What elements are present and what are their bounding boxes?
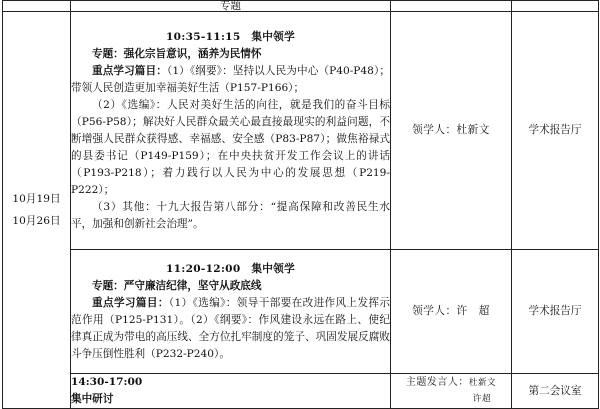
session-2-topic: 专题：严守廉洁纪律，坚守从政底线: [92, 279, 262, 292]
table-row-session-3: [3, 374, 599, 409]
session-1-content: [71, 12, 391, 250]
session-3-leader-name-2: 许超: [472, 394, 492, 404]
session-2-key-readings: [71, 295, 390, 363]
session-3-sub-heading: 集中研讨: [71, 393, 114, 405]
table-row-session-2: [3, 250, 599, 374]
table-row-top: [3, 1, 599, 12]
study-schedule-table: [2, 0, 599, 409]
session-1-item-2: （2）《选编》：人民对美好生活的向往，就是我们的奋斗目标（P56-P58）；解决好人民群众最关心最直接最现实的利益问题，不断增强人民群众获得感、幸福感、安全感（P83-P87）；做焦裕禄式的县委书记（P149-P159）；在中央扶贫开发工作会议上的讲话（P193-P218）；着力践行以人民为中心的发展思想（P219-P222）；: [71, 98, 390, 196]
session-3-time-heading: 14:30-17:00: [71, 376, 143, 388]
session-3-leader-label: 主题发言人：: [405, 377, 469, 388]
table-row-session-1: [3, 12, 599, 250]
session-3-leader-name-1: 杜新文: [468, 378, 497, 388]
top-cell-room: [512, 1, 599, 12]
date-cell: [3, 12, 71, 409]
session-1-key-label: 重点学习篇目：: [92, 64, 167, 77]
session-3-leader: [391, 374, 512, 409]
top-cell-content: [71, 1, 391, 12]
top-cell-leader: [391, 1, 512, 12]
session-1-leader: 领学人：杜新文: [391, 12, 512, 250]
session-1-key-readings: [71, 63, 390, 97]
session-2-item-1: （1）《选编》：领导干部要在改进作风上发挥示范作用（P125-P131）。（2）《纲要》：作风建设永远在路上、使纪律真正成为带电的高压线、全方位扎牢制度的笼子、巩固发展反腐败斗争压倒性胜利（P232-P240）。: [71, 296, 391, 360]
session-1-room: 学术报告厅: [512, 12, 599, 250]
date-line-2: 10月26日: [12, 215, 61, 227]
date-line-1: 10月19日: [12, 193, 61, 205]
session-2-content: [71, 250, 391, 374]
top-cell-label: 专题: [219, 0, 242, 12]
session-1-time-heading: 10:35-11:15 集中领学: [166, 30, 295, 43]
session-2-time-heading: 11:20-12:00 集中领学: [166, 262, 295, 275]
session-1-item-3: （3）其他：十九大报告第八部分：“提高保障和改善民生水平，加强和创新社会治理”。: [71, 200, 390, 230]
session-2-leader: 领学人：许 超: [391, 250, 512, 374]
session-1-topic: 专题：强化宗旨意识，涵养为民情怀: [92, 47, 262, 60]
top-cell-date: [3, 1, 71, 12]
session-2-room: 学术报告厅: [512, 250, 599, 374]
session-3-content: [71, 374, 391, 409]
session-2-key-label: 重点学习篇目：: [92, 296, 169, 309]
session-3-room: 第二会议室: [512, 374, 599, 409]
session-1-item-1: （1）《纲要》：坚持以人民为中心（P40-P48）；带领人民创造更加幸福美好生活（P157-P166）；: [71, 64, 390, 94]
